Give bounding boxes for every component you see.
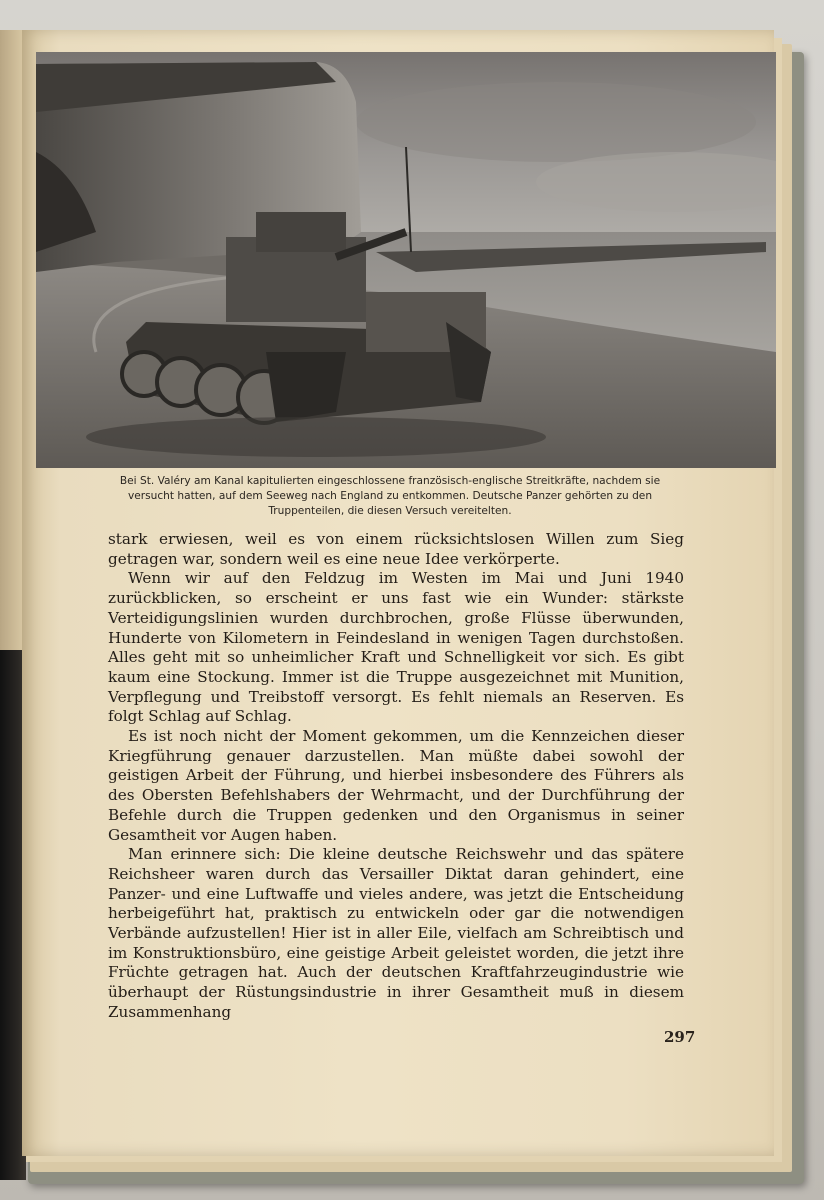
previous-page-edge — [0, 30, 22, 650]
body-text — [108, 530, 684, 1023]
photo-illustration — [36, 52, 776, 468]
paragraph: Man erinnere sich: Die kleine deutsche Reichswehr und das spätere Reichsheer waren durch das Versailler Diktat daran gehindert, eine Panzer- und eine Luftwaffe und vieles andere, was jetzt die Entscheidung herbeigeführt hat, praktisch zu entwickeln oder gar die notwendigen Verbände aufzustellen! Hier ist in aller Eile, vielfach am Schreibtisch und im Konstruktionsbüro, eine geistige Arbeit geleistet worden, die jetzt ihre Früchte getragen hat. Auch der deutschen Kraftfahrzeugindustrie wie überhaupt der Rüstungsindustrie in ihrer Gesamtheit muß in diesem Zusammenhang — [108, 845, 684, 1021]
paragraph: Es ist noch nicht der Moment gekommen, um die Kennzeichen dieser Kriegführung genauer darzustellen. Man müßte dabei sowohl der geistigen Arbeit der Führung, und hierbei insbesondere des Führers als des Obersten Befehlshabers der Wehrmacht, und der Durchführung der Befehle durch die Truppen gedenken und den Organismus in seiner Gesamtheit vor Augen haben. — [108, 727, 684, 844]
photo-caption: Bei St. Valéry am Kanal kapitulierten eingeschlossene französisch-englische Streitkräfte, nachdem sie versucht hatten, auf dem Seeweg nach England zu entkommen. Deutsche Panzer gehörten zu den Truppenteilen, die diesen Versuch vereitelten. — [119, 475, 661, 517]
paragraph: Wenn wir auf den Feldzug im Westen im Mai und Juni 1940 zurückblicken, so erscheint er uns fast wie ein Wunder: stärkste Verteidigungslinien wurden durchbrochen, große Flüsse überwunden, Hunderte von Kilometern in Feindesland in wenigen Tagen durchstoßen. Alles geht mit so unheimlicher Kraft und Schnelligkeit vor sich. Es gibt kaum eine Stockung. Immer ist die Truppe ausgezeichnet mit Munition, Verpflegung und Treibstoff versorgt. Es fehlt niemals an Reserven. Es folgt Schlag auf Schlag. — [108, 569, 684, 726]
page-number: 297 — [664, 1028, 696, 1046]
tank-on-beach-photo — [36, 52, 776, 468]
paragraph: stark erwiesen, weil es von einem rücksichtslosen Willen zum Sieg getragen war, sondern weil es eine neue Idee verkörperte. — [108, 530, 684, 568]
